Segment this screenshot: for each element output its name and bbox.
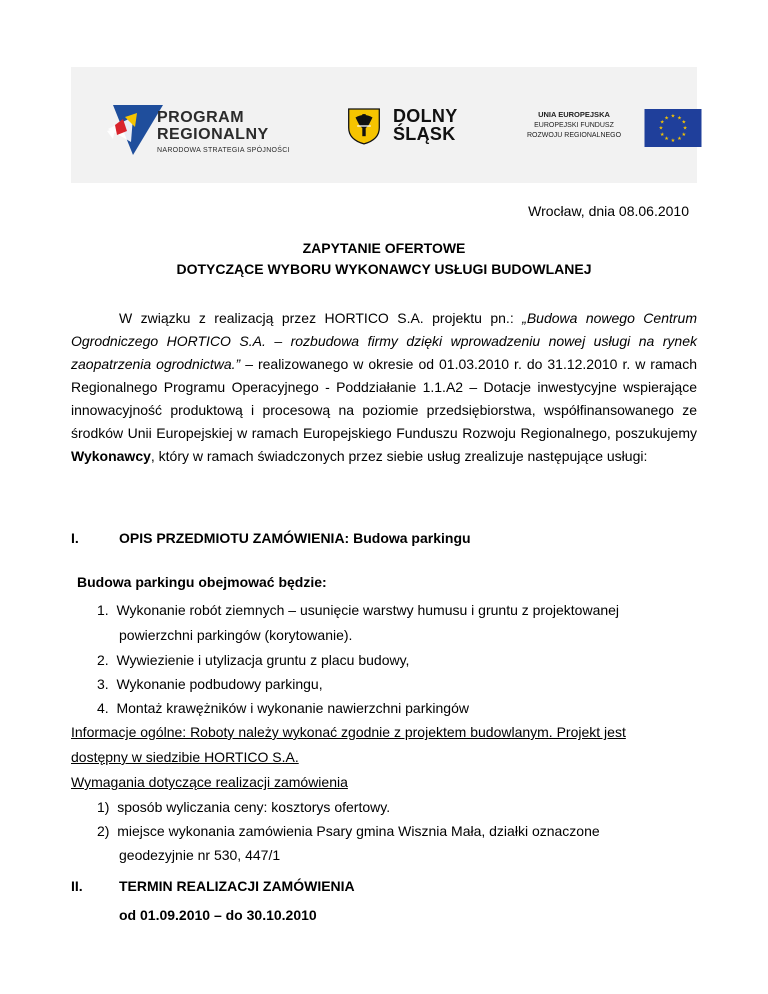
eu-flag-icon	[644, 109, 702, 147]
svg-text:★: ★	[670, 113, 676, 120]
svg-text:★: ★	[670, 137, 676, 144]
eu-fund-label: UNIA EUROPEJSKA EUROPEJSKI FUNDUSZ ROZWOJU REGIONALNEGO	[526, 110, 622, 139]
svg-text:★: ★	[681, 131, 687, 138]
list-item: 2. Wywiezienie i utylizacja gruntu z placu budowy,	[97, 652, 410, 668]
program-regionalny-title: PROGRAM REGIONALNY	[157, 109, 269, 143]
document-subtitle: DOTYCZĄCE WYBORU WYKONAWCY USŁUGI BUDOWLANEJ	[176, 261, 592, 277]
general-info-line: Informacje ogólne: Roboty należy wykonać zgodnie z projektem budowlanym. Projekt jest	[71, 724, 626, 740]
svg-text:★: ★	[677, 136, 682, 143]
list-item-continuation: powierzchni parkingów (korytowanie).	[119, 627, 353, 643]
header-banner	[71, 67, 697, 183]
svg-text:★: ★	[677, 115, 682, 122]
document-date: Wrocław, dnia 08.06.2010	[528, 203, 689, 219]
section-2-term: od 01.09.2010 – do 30.10.2010	[119, 907, 317, 923]
svg-text:★: ★	[659, 131, 665, 138]
requirement-item: 2) miejsce wykonania zamówienia Psary gmina Wisznia Mała, działki oznaczone	[97, 823, 600, 839]
requirements-heading: Wymagania dotyczące realizacji zamówienia	[71, 774, 348, 790]
svg-text:★: ★	[682, 125, 688, 132]
list-item: 1. Wykonanie robót ziemnych – usunięcie warstwy humusu i gruntu z projektowanej	[97, 602, 620, 618]
general-info-line: dostępny w siedzibie HORTICO S.A.	[71, 749, 299, 765]
program-regionalny-subtitle: NARODOWA STRATEGIA SPÓJNOŚCI	[157, 147, 290, 154]
section-1-subheading: Budowa parkingu obejmować będzie:	[77, 574, 327, 590]
section-2-title: TERMIN REALIZACJI ZAMÓWIENIA	[119, 878, 355, 894]
section-1-title: OPIS PRZEDMIOTU ZAMÓWIENIA: Budowa parkingu	[119, 530, 471, 546]
list-item: 4. Montaż krawężników i wykonanie nawierzchni parkingów	[97, 700, 469, 716]
section-2-number: II.	[71, 878, 83, 894]
document-title: ZAPYTANIE OFERTOWE	[302, 240, 466, 256]
dolny-slask-crest-icon	[347, 107, 381, 145]
svg-text:★: ★	[664, 136, 669, 143]
intro-paragraph: W związku z realizacją przez HORTICO S.A. projektu pn.: „Budowa nowego Centrum Ogrodniczego HORTICO S.A. – rozbudowa firmy dzięki wprowadzeniu nowej usługi na rynek zaopatrzenia ogrodnictwa.” – realizowanego w okresie od 01.03.2010 r. do 31.12.2010 r. w ramach Regionalnego Programu Operacyjnego - Poddziałanie 1.1.A2 – Dotacje inwestycyjne wspierające innowacyjność produktową i procesową na poziomie przedsiębiorstwa, współfinansowanego ze środków Unii Europejskiej w ramach Europejskiego Funduszu Rozwoju Regionalnego, poszukujemy Wykonawcy, który w ramach świadczonych przez siebie usług zrealizuje następujące usługi:	[71, 310, 697, 464]
list-item: 3. Wykonanie podbudowy parkingu,	[97, 676, 323, 692]
svg-text:★: ★	[681, 119, 687, 126]
svg-text:★: ★	[664, 115, 669, 122]
requirement-item-continuation: geodezyjnie nr 530, 447/1	[119, 847, 281, 863]
svg-text:★: ★	[658, 125, 664, 132]
dolny-slask-wordmark: DOLNY ŚLĄSK	[393, 106, 458, 144]
requirement-item: 1) sposób wyliczania ceny: kosztorys ofertowy.	[97, 799, 391, 815]
svg-text:★: ★	[659, 119, 665, 126]
section-1-number: I.	[71, 530, 79, 546]
